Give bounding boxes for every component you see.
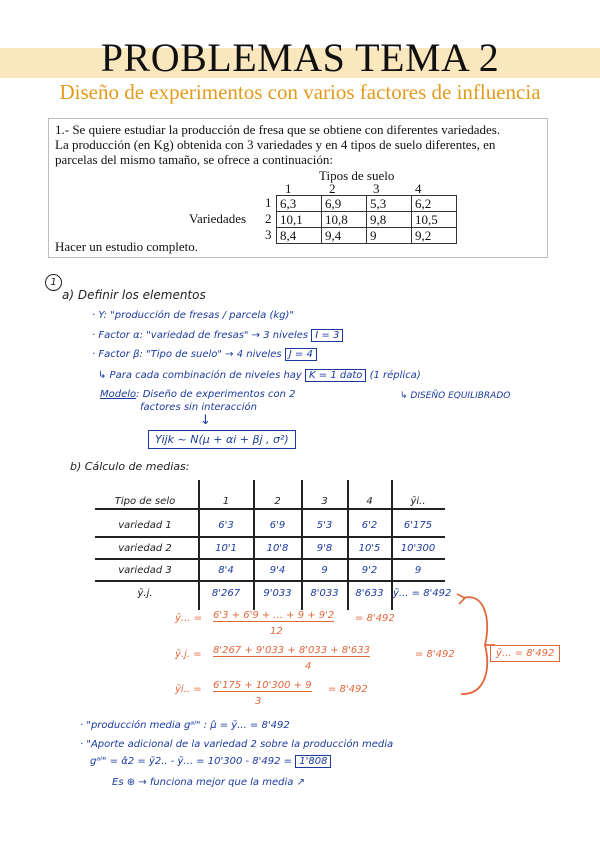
model-formula: Yijk ~ N(μ + αi + βj , σ²) bbox=[148, 430, 296, 449]
combination-box: K = 1 dato bbox=[305, 369, 366, 382]
final-note-1: · "producción media gᵃˡ" : μ̂ = ȳ... = 8'492 bbox=[80, 720, 290, 731]
table-cell: 9'4 bbox=[269, 565, 286, 576]
formula-grand-den: 12 bbox=[270, 626, 283, 637]
formula-col-num: 8'267 + 9'033 + 8'033 + 8'633 bbox=[213, 645, 371, 656]
formula-grand-res: = 8'492 bbox=[355, 613, 395, 624]
problem-footer: Hacer un estudio completo. bbox=[55, 239, 198, 254]
col-number: 3 bbox=[373, 181, 380, 196]
page-title: PROBLEMAS TEMA 2 bbox=[100, 35, 500, 80]
model-label: Modelo bbox=[100, 389, 137, 400]
problem-line-2: La producción (en Kg) obtenida con 3 variedades y en 4 tipos de suelo diferentes, en bbox=[55, 137, 496, 152]
col-number: 4 bbox=[415, 181, 422, 196]
col-header: ȳi.. bbox=[410, 496, 426, 507]
formula-row-lhs: ȳi.. = bbox=[175, 684, 202, 695]
table-cell: 9'2 bbox=[361, 565, 378, 576]
table-cell: 9 bbox=[367, 228, 412, 244]
formula-row-res: = 8'492 bbox=[328, 684, 368, 695]
y-definition: · Y: "producción de fresas / parcela (kg)" bbox=[92, 310, 295, 321]
factor-alpha-text: · Factor α: "variedad de fresas" → 3 niveles bbox=[92, 330, 309, 341]
final-note-4: Es ⊕ → funciona mejor que la media ↗ bbox=[112, 777, 305, 788]
row-label: Variedades bbox=[189, 211, 247, 226]
table-cell: 6'2 bbox=[361, 520, 378, 531]
table-cell: 9,8 bbox=[367, 212, 412, 228]
table-cell: 9,2 bbox=[412, 228, 457, 244]
final-note-3-box: 1'808 bbox=[295, 755, 331, 768]
table-rule bbox=[95, 558, 445, 560]
grand-mean: ȳ... = 8'492 bbox=[393, 588, 452, 599]
table-cell: 8,4 bbox=[277, 228, 322, 244]
table-cell: 10'1 bbox=[215, 543, 237, 554]
final-note-3 bbox=[90, 756, 331, 767]
table-corner: Tipo de selo bbox=[114, 496, 176, 507]
table-rule bbox=[95, 536, 445, 538]
col-header: 1 bbox=[222, 496, 230, 507]
means-table bbox=[95, 480, 450, 610]
table-cell: 10'300 bbox=[400, 543, 436, 554]
col-mean: 8'267 bbox=[211, 588, 241, 599]
factor-beta-text: · Factor β: "Tipo de suelo" → 4 niveles bbox=[92, 349, 282, 360]
combination-text: ↳ Para cada combinación de niveles hay bbox=[98, 370, 302, 381]
row-label: variedad 2 bbox=[118, 543, 172, 554]
table-cell: 5'3 bbox=[316, 520, 333, 531]
table-cell: 9 bbox=[414, 565, 422, 576]
col-number: 1 bbox=[285, 181, 292, 196]
row-number: 3 bbox=[265, 227, 272, 242]
factor-alpha bbox=[92, 330, 343, 341]
section-b-heading: b) Cálculo de medias: bbox=[70, 460, 190, 473]
table-cell: 6,9 bbox=[322, 196, 367, 212]
combination-note bbox=[98, 370, 421, 381]
model-text-2: factores sin interacción bbox=[140, 402, 258, 413]
problem-table bbox=[276, 195, 457, 244]
col-mean: 8'633 bbox=[355, 588, 384, 599]
row-label: variedad 3 bbox=[118, 565, 172, 576]
table-cell: 9,4 bbox=[322, 228, 367, 244]
col-mean: 8'033 bbox=[310, 588, 339, 599]
table-rule bbox=[95, 580, 445, 582]
row-label: variedad 1 bbox=[118, 520, 172, 531]
formula-grand-lhs: ȳ... = bbox=[175, 613, 203, 624]
col-number: 2 bbox=[329, 181, 336, 196]
arrow-down-icon: ↓ bbox=[200, 413, 211, 428]
col-mean: 9'033 bbox=[263, 588, 292, 599]
factor-alpha-range: I = 3 bbox=[311, 329, 343, 342]
table-cell: 5,3 bbox=[367, 196, 412, 212]
table-cell: 6'175 bbox=[403, 520, 433, 531]
model-text: : Diseño de experimentos con 2 bbox=[136, 389, 296, 400]
formula-col-lhs: ȳ.j. = bbox=[175, 649, 202, 660]
row-number: 2 bbox=[265, 211, 272, 226]
col-mean-label: ȳ.j. bbox=[137, 588, 153, 599]
model-line bbox=[100, 389, 295, 400]
factor-beta bbox=[92, 349, 317, 360]
problem-line-3: parcelas del mismo tamaño, se ofrece a continuación: bbox=[55, 152, 333, 167]
col-header: 3 bbox=[321, 496, 328, 507]
problem-statement bbox=[48, 118, 548, 258]
row-number: 1 bbox=[265, 195, 272, 210]
section-number: 1 bbox=[45, 274, 62, 291]
problem-line-1: 1.- Se quiere estudiar la producción de fresa que se obtiene con diferentes variedades. bbox=[55, 122, 501, 137]
page-subtitle: Diseño de experimentos con varios factores de influencia bbox=[59, 80, 541, 104]
table-cell: 10'8 bbox=[266, 543, 289, 554]
combination-tail: (1 réplica) bbox=[369, 370, 421, 381]
factor-beta-range: J = 4 bbox=[285, 348, 317, 361]
table-cell: 6'9 bbox=[269, 520, 286, 531]
conclusion-box: ȳ... = 8'492 bbox=[490, 645, 560, 662]
table-cell: 6'3 bbox=[218, 520, 234, 531]
table-cell: 10,8 bbox=[322, 212, 367, 228]
balanced-design-note: ↳ DISEÑO EQUILIBRADO bbox=[400, 391, 511, 401]
table-rule bbox=[95, 508, 445, 510]
final-note-3-text: gᵃˡ" = α̂2 = ȳ2.. - ȳ... = 10'300 - 8'492 = bbox=[90, 756, 293, 767]
column-header: Tipos de suelo bbox=[319, 168, 395, 183]
table-cell: 10'5 bbox=[358, 543, 381, 554]
table-cell: 10,1 bbox=[277, 212, 322, 228]
formula-grand-num: 6'3 + 6'9 + ... + 9 + 9'2 bbox=[213, 610, 335, 621]
table-cell: 9'8 bbox=[316, 543, 333, 554]
col-header: 4 bbox=[366, 496, 373, 507]
table-cell: 6,2 bbox=[412, 196, 457, 212]
table-cell: 10,5 bbox=[412, 212, 457, 228]
formula-col-den: 4 bbox=[305, 661, 312, 672]
final-note-2: · "Aporte adicional de la variedad 2 sobre la producción media bbox=[80, 739, 394, 750]
section-a-heading: a) Definir los elementos bbox=[62, 288, 206, 302]
table-cell: 6,3 bbox=[277, 196, 322, 212]
table-cell: 8'4 bbox=[218, 565, 234, 576]
formula-row-num: 6'175 + 10'300 + 9 bbox=[213, 680, 312, 691]
formula-col-res: = 8'492 bbox=[415, 649, 455, 660]
formula-row-den: 3 bbox=[255, 696, 262, 707]
table-cell: 9 bbox=[321, 565, 328, 576]
col-header: 2 bbox=[274, 496, 281, 507]
